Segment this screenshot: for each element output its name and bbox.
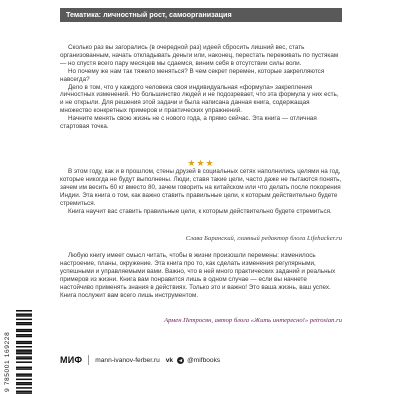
barcode-bar — [16, 322, 32, 324]
barcode-bar — [16, 382, 32, 384]
barcode-bar — [16, 373, 32, 375]
barcode-bar — [16, 315, 32, 317]
barcode-bar — [16, 351, 32, 353]
intro-paragraph: Сколько раз вы загорались (в очередной раз) идеей сбросить лишний вес, стать организованным, начать откладывать деньги или, наконец, перестать переживать по пустякам — но спустя всего пару месяцев мы сдаемся, виним себя в отсутствии силы воли. — [60, 44, 339, 67]
barcode-bar — [16, 346, 32, 348]
review-paragraph: Любую книгу имеет смысл читать, чтобы в жизни произошли перемены: изменилось настроение, планы, окружение. Эта книга про то, как сделать изменения регулярными, успешными и управляемыми вами. Важно, что в ней много практических заданий и реальных примеров из жизни. Книга вам понравится лишь в одном случае — если вы начнете настойчиво применять знания в действиях. Только это и важно! Это ваша жизнь, ваш успех. Книга послужит вам всего лишь инструментом. — [60, 252, 336, 299]
publisher-footer — [60, 353, 342, 367]
barcode-bar — [16, 336, 32, 338]
barcode-bar — [16, 367, 32, 369]
review-paragraph: В этом году, как и в прошлом, стены друзей в социальных сетях наполнились целями на год, которые никогда не будут выполнены. Люди, ставя такие цели, часто даже не пытаются понять, зачем им весить 60 кг вместо 80, зачем говорить на китайском или что делать после покорения Индии. Эта книга о том, как важно ставить правильные цели, к которым действительно будете стремиться. — [60, 168, 342, 207]
barcode-bar — [16, 319, 32, 321]
vk-icon[interactable]: vk — [165, 356, 174, 364]
barcode-bar — [16, 391, 32, 393]
barcode-bar — [16, 329, 32, 331]
barcode-bar — [16, 353, 32, 355]
social-handle[interactable]: @mifbooks — [187, 356, 221, 364]
intro-paragraph: Начните менять свою жизнь не с нового года, а прямо сейчас. Эта книга — отличная стартовая точка. — [60, 115, 317, 131]
barcode-bar — [16, 310, 32, 312]
publisher-url[interactable]: mann-ivanov-ferber.ru — [95, 356, 160, 364]
intro-paragraph: Но почему же нам так тяжело меняться? В чем секрет перемен, которые закрепляются навсегда? — [60, 67, 325, 83]
review-paragraph: Книга научит вас ставить правильные цели, к которым действительно будете стремиться. — [68, 207, 332, 215]
review-1-author: Слава Баранский, главный редактор блога Lifehacker.ru — [185, 235, 342, 242]
review-2-text — [60, 252, 342, 299]
barcode-bar — [16, 379, 32, 381]
barcode-bar — [16, 324, 32, 326]
barcode-bar — [16, 384, 32, 386]
intro-paragraph: Дело в том, что у каждого человека своя индивидуальная «формула» закрепления личностных изменений. Но большинство людей и не подозревает, что эта формула у них есть, и не открыли. Для решения этой задачи и была написана данная книга, содержащая множество конкретных примеров и практических упражнений. — [60, 83, 339, 115]
review-1-text — [60, 168, 342, 215]
topic-banner: Тематика: личностный рост, самоорганизация — [60, 8, 342, 22]
telegram-icon[interactable] — [177, 357, 184, 364]
barcode-bar — [16, 341, 32, 343]
barcode-bar — [16, 356, 32, 358]
barcode-bar — [16, 313, 32, 315]
barcode-bar — [16, 343, 32, 345]
barcode-bar — [16, 368, 32, 370]
isbn-number: 9 785001 169228 — [4, 331, 11, 392]
barcode-bar — [16, 331, 32, 333]
barcode-bar — [16, 392, 32, 394]
isbn-barcode — [16, 310, 32, 394]
barcode-bar — [16, 358, 32, 360]
review-2-author: Армен Петросян, автор блога «Жить интересно!» petrosian.ru — [164, 317, 342, 324]
footer-divider — [88, 355, 89, 365]
barcode-bar — [16, 387, 32, 389]
intro-text — [60, 44, 342, 131]
barcode-bar — [16, 349, 32, 351]
barcode-bar — [16, 361, 32, 363]
barcode-bar — [16, 334, 32, 336]
barcode-bar — [16, 375, 32, 377]
publisher-logo: МИФ — [60, 355, 83, 365]
separator-stars: ★★★ — [187, 158, 215, 168]
